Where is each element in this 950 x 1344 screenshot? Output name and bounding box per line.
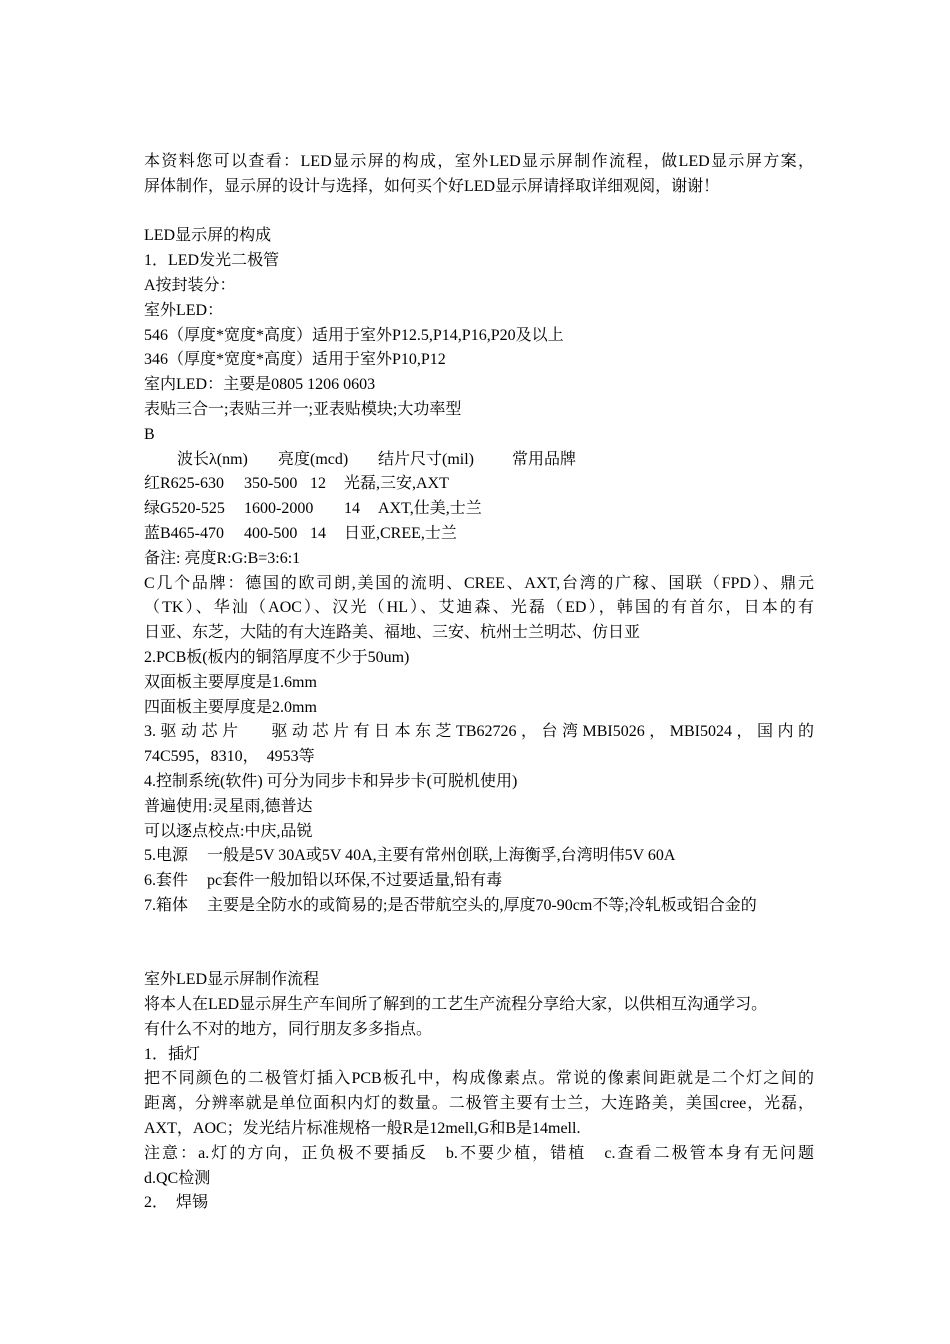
document-page (144, 150, 814, 1216)
brightness-note: 备注: 亮度R:G:B=3:6:1 (144, 549, 301, 567)
item-led-diode: 1．LED发光二极管 (144, 252, 280, 270)
step-insert-led: 1．插灯 (144, 1045, 201, 1063)
cell-brands: AXT,仕美,士兰 (378, 500, 482, 518)
cell-chip-size: 14 (310, 524, 326, 542)
smd-types: 表贴三合一;表贴三并一;亚表贴模块;大功率型 (144, 400, 462, 418)
control-system: 4.控制系统(软件) 可分为同步卡和异步卡(可脱机使用) (144, 772, 518, 790)
b-heading: B (144, 425, 155, 443)
power-item (144, 844, 814, 869)
kit-label: 6.套件 (144, 872, 189, 890)
spec-table-header (144, 448, 814, 473)
attention-line-2: d.QC检测 (144, 1169, 211, 1187)
package-heading: A按封装分： (144, 276, 236, 294)
process-intro-2: 有什么不对的地方，同行朋友多多指点。 (144, 1020, 433, 1038)
intro-line-1: 本资料您可以查看：LED显示屏的构成，室外LED显示屏制作流程，做LED显示屏方案， (144, 153, 814, 170)
col-chip-size: 结片尺寸(mil) (378, 450, 474, 468)
table-row-red (144, 472, 814, 497)
brands-line-1: C几个品牌：德国的欧司朗,美国的流明、CREE、AXT,台湾的广稼、国联（FPD）、鼎元 (144, 574, 814, 592)
cell-brightness: 1600-2000 (244, 500, 314, 518)
table-row-green (144, 497, 814, 522)
step1-text-2: 距离，分辨率就是单位面积内灯的数量。二极管主要有士兰，大连路美，美国cree，光磊， (144, 1095, 814, 1113)
box-item (144, 894, 814, 919)
kit-item (144, 869, 814, 894)
step1-text-3: AXT，AOC；发光结片标准规格一般R是12mell,G和B是14mell. (144, 1120, 581, 1138)
box-label: 7.箱体 (144, 896, 189, 914)
cell-brightness: 350-500 (244, 475, 298, 493)
cell-wavelength: 蓝B465-470 (144, 524, 225, 542)
pcb-item: 2.PCB板(板内的铜箔厚度不少于50um) (144, 648, 410, 666)
section-title-process: 室外LED显示屏制作流程 (144, 971, 320, 989)
col-brightness: 亮度(mcd) (278, 450, 349, 468)
col-wavelength: 波长λ(nm) (177, 450, 248, 468)
control-calibration: 可以逐点校点:中庆,品锐 (144, 822, 313, 840)
pcb-four: 四面板主要厚度是2.0mm (144, 698, 317, 716)
cell-brands: 日亚,CREE,士兰 (344, 524, 457, 542)
power-text: 一般是5V 30A或5V 40A,主要有常州创联,上海衡孚,台湾明伟5V 60A (207, 847, 676, 865)
outdoor-led-label: 室外LED： (144, 301, 224, 319)
driver-line-1: 3.驱动芯片 驱动芯片有日本东芝TB62726，台湾MBI5026，MBI5024，国内的 (144, 723, 814, 741)
attention-line-1: 注意：a.灯的方向，正负极不要插反 b.不要少植，错植 c.查看二极管本身有无问题 (144, 1144, 814, 1162)
indoor-led: 室内LED：主要是0805 1206 0603 (144, 376, 376, 394)
brands-line-2: （TK）、华汕（AOC）、汉光（HL）、艾迪森、光磊（ED），韩国的有首尔，日本的有 (144, 599, 814, 617)
cell-chip-size: 12 (310, 475, 326, 493)
brands-line-3: 日亚、东芝，大陆的有大连路美、福地、三安、杭州士兰明芯、仿日亚 (144, 624, 641, 642)
spec-346: 346（厚度*宽度*高度）适用于室外P10,P12 (144, 351, 446, 369)
cell-brands: 光磊,三安,AXT (344, 475, 449, 493)
cell-chip-size: 14 (344, 500, 360, 518)
cell-wavelength: 绿G520-525 (144, 500, 225, 518)
pcb-double: 双面板主要厚度是1.6mm (144, 673, 317, 691)
process-intro-1: 将本人在LED显示屏生产车间所了解到的工艺生产流程分享给大家，以供相互沟通学习。 (144, 996, 768, 1014)
section-title-composition: LED显示屏的构成 (144, 227, 272, 245)
power-label: 5.电源 (144, 847, 189, 865)
cell-brightness: 400-500 (244, 524, 298, 542)
kit-text: pc套件一般加铅以环保,不过要适量,铅有毒 (207, 872, 503, 890)
box-text: 主要是全防水的或简易的;是否带航空头的,厚度70-90cm不等;冷轧板或铝合金的 (207, 896, 757, 914)
intro-line-2: 屏体制作，显示屏的设计与选择，如何买个好LED显示屏请择取详细观阅，谢谢！ (144, 177, 720, 195)
col-brands: 常用品牌 (512, 450, 577, 468)
step1-text-1: 把不同颜色的二极管灯插入PCB板孔中，构成像素点。常说的像素间距就是二个灯之间的 (144, 1070, 814, 1088)
step-soldering: 2． 焊锡 (144, 1194, 209, 1212)
table-row-blue (144, 522, 814, 547)
driver-line-2: 74C595，8310， 4953等 (144, 748, 315, 766)
spec-546: 546（厚度*宽度*高度）适用于室外P12.5,P14,P16,P20及以上 (144, 326, 564, 344)
control-common: 普遍使用:灵星雨,德普达 (144, 797, 313, 815)
cell-wavelength: 红R625-630 (144, 475, 225, 493)
